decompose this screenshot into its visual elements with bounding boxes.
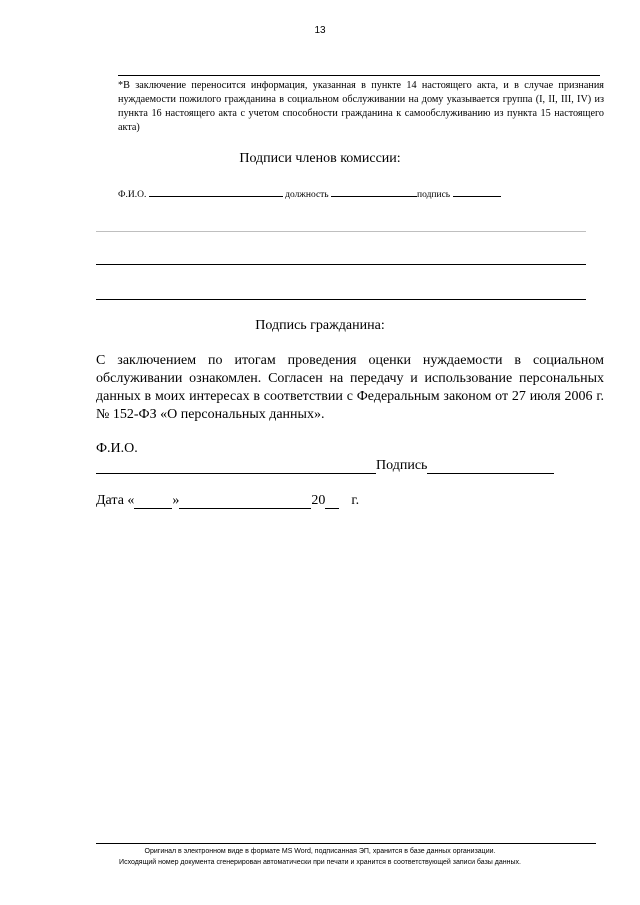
date-day-blank[interactable]	[134, 494, 172, 509]
consent-paragraph: С заключением по итогам проведения оценки нуждаемости в социальном обслуживании ознакомлен. Согласен на передачу и использование персональных данных в моих интересах в соответствии с Федеральным законом от 27 июля 2006 г. № 152-ФЗ «О персональных данных».	[96, 353, 604, 422]
date-row	[96, 493, 359, 509]
citizen-fio-label: Ф.И.О.	[96, 441, 138, 456]
footer-separator	[96, 843, 596, 844]
date-label: Дата «	[96, 493, 135, 508]
date-year-blank[interactable]	[325, 494, 339, 509]
footer-note-line-1: Оригинал в электронном виде в формате MS Word, подписанная ЭП, хранится в базе данных организации.	[144, 848, 496, 855]
member-fio-label: Ф.И.О.	[118, 190, 147, 200]
page-number: 13	[314, 25, 326, 36]
citizen-fio-blank[interactable]	[96, 459, 376, 474]
citizen-signature-row	[96, 458, 554, 474]
member-signature-line[interactable]	[96, 264, 586, 265]
citizen-signature-blank[interactable]	[427, 459, 554, 474]
citizen-signature-heading: Подпись гражданина:	[255, 318, 385, 333]
member-signature-label: подпись	[417, 190, 451, 200]
footer-note-line-2: Исходящий номер документа сгенерирован автоматически при печати и хранится в соответствующей записи базы данных.	[119, 859, 521, 866]
commission-member-line	[118, 186, 501, 200]
date-close-quote: »	[172, 493, 180, 508]
member-signature-blank[interactable]	[453, 186, 501, 197]
member-position-label: должность	[285, 190, 329, 200]
footnote: *В заключение переносится информация, указанная в пункте 14 настоящего акта, и в случае признания нуждаемости пожилого гражданина в социальном обслуживании на дому указывается группа (I, II, III, IV) из пункта 16 настоящего акта с учетом способности гражданина к самообслуживанию из пункта 15 настоящего акта)	[118, 80, 604, 133]
member-position-blank[interactable]	[331, 186, 417, 197]
member-signature-line[interactable]	[96, 299, 586, 300]
date-month-blank[interactable]	[179, 494, 311, 509]
year-prefix: 20	[311, 493, 326, 508]
commission-signatures-heading: Подписи членов комиссии:	[239, 151, 401, 166]
member-signature-line[interactable]	[96, 231, 586, 232]
footnote-separator	[118, 75, 600, 76]
member-fio-blank[interactable]	[149, 186, 283, 197]
year-suffix: г.	[351, 493, 360, 508]
citizen-signature-label: Подпись	[376, 458, 428, 473]
